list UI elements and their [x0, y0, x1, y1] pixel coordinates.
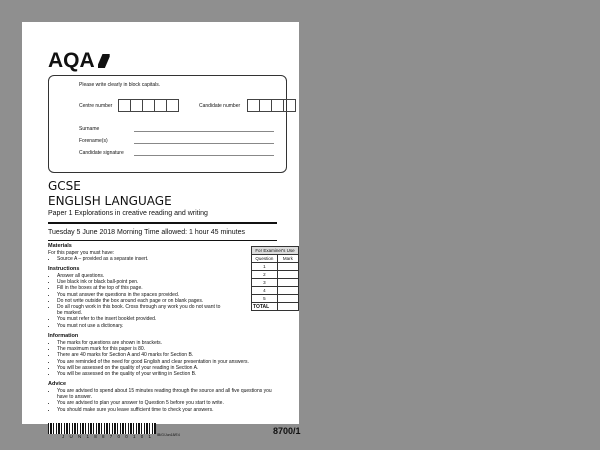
examiner-table-title: For Examiner's Use — [252, 247, 299, 255]
materials-text — [48, 250, 148, 262]
examiner-use-table — [251, 246, 299, 311]
surname-field[interactable] — [134, 131, 274, 132]
advice-list — [48, 388, 282, 413]
total-label: TOTAL — [252, 303, 278, 311]
instructions-list — [48, 273, 222, 329]
total-cell — [277, 303, 298, 311]
examiner-col-question: Question — [252, 255, 278, 263]
instruction-item: • Answer all questions. — [57, 273, 222, 279]
question-number: 5 — [252, 295, 278, 303]
information-item: • The marks for questions are shown in brackets. — [57, 340, 249, 346]
information-list — [48, 340, 249, 377]
centre-number-boxes[interactable] — [118, 99, 178, 112]
logo-mark-icon — [98, 54, 110, 68]
advice-item: • You are advised to spend about 15 minutes reading through the source and all five questions you have to answer. — [57, 388, 282, 400]
paper-code: 8700/1 — [273, 426, 301, 436]
materials-item: • Source A – provided as a separate insert. — [57, 256, 148, 262]
signature-field[interactable] — [134, 155, 274, 156]
mark-cell — [277, 279, 298, 287]
aqa-logo — [48, 49, 110, 73]
instructions-heading: Instructions — [48, 266, 80, 272]
logo-text: AQA — [48, 49, 95, 72]
question-number: 1 — [252, 263, 278, 271]
candidate-number-label: Candidate number — [199, 103, 241, 109]
instruction-item: • Do all rough work in this book. Cross through any work you do not want to be marked. — [57, 304, 222, 316]
question-number: 3 — [252, 279, 278, 287]
materials-heading: Materials — [48, 243, 72, 249]
candidate-details-box — [48, 75, 287, 173]
centre-number-label: Centre number — [79, 103, 113, 109]
qualification-title: GCSE — [48, 179, 81, 193]
information-item: • You will be assessed on the quality of your writing in Section B. — [57, 371, 249, 377]
surname-label: Surname — [79, 126, 100, 132]
mark-cell — [277, 295, 298, 303]
instruction-item: • You must refer to the insert booklet provided. — [57, 316, 222, 322]
divider — [48, 222, 277, 224]
materials-intro: For this paper you must have: — [48, 250, 115, 256]
forenames-field[interactable] — [134, 143, 274, 144]
paper-title: Paper 1 Explorations in creative reading and writing — [48, 210, 208, 217]
information-item: • You are reminded of the need for good English and clear presentation in your answers. — [57, 359, 249, 365]
exam-date-time: Tuesday 5 June 2018 Morning Time allowed: 1 hour 45 minutes — [48, 229, 246, 236]
instruction-item: • You must answer the questions in the spaces provided. — [57, 292, 222, 298]
advice-heading: Advice — [48, 381, 67, 387]
instruction-item: • Use black ink or black ball-point pen. — [57, 279, 222, 285]
advice-item: • You should make sure you leave sufficient time to check your answers. — [57, 407, 282, 413]
signature-label: Candidate signature — [79, 150, 124, 156]
advice-item: • You are advised to plan your answer to Question 5 before you start to write. — [57, 400, 282, 406]
subject-title: ENGLISH LANGUAGE — [48, 194, 172, 208]
candidate-number-boxes[interactable] — [247, 99, 295, 112]
mark-cell — [277, 263, 298, 271]
information-item: • You will be assessed on the quality of your reading in Section A. — [57, 365, 249, 371]
instruction-item: • Fill in the boxes at the top of this page. — [57, 285, 222, 291]
information-item: • There are 40 marks for Section A and 40 marks for Section B. — [57, 352, 249, 358]
exam-paper-cover — [22, 22, 301, 439]
document-code: IB/G/Jun18/E4 — [157, 433, 180, 437]
block-capitals-instruction: Please write clearly in block capitals. — [79, 82, 161, 88]
examiner-col-mark: Mark — [277, 255, 298, 263]
instruction-item: • Do not write outside the box around each page or on blank pages. — [57, 298, 222, 304]
barcode — [48, 423, 156, 434]
barcode-number: J U N 1 8 8 7 0 0 1 0 1 — [62, 434, 154, 439]
mark-cell — [277, 287, 298, 295]
mark-cell — [277, 271, 298, 279]
forenames-label: Forename(s) — [79, 138, 108, 144]
question-number: 4 — [252, 287, 278, 295]
divider — [48, 240, 277, 241]
instruction-item: • You must not use a dictionary. — [57, 323, 222, 329]
question-number: 2 — [252, 271, 278, 279]
information-heading: Information — [48, 333, 79, 339]
information-item: • The maximum mark for this paper is 80. — [57, 346, 249, 352]
